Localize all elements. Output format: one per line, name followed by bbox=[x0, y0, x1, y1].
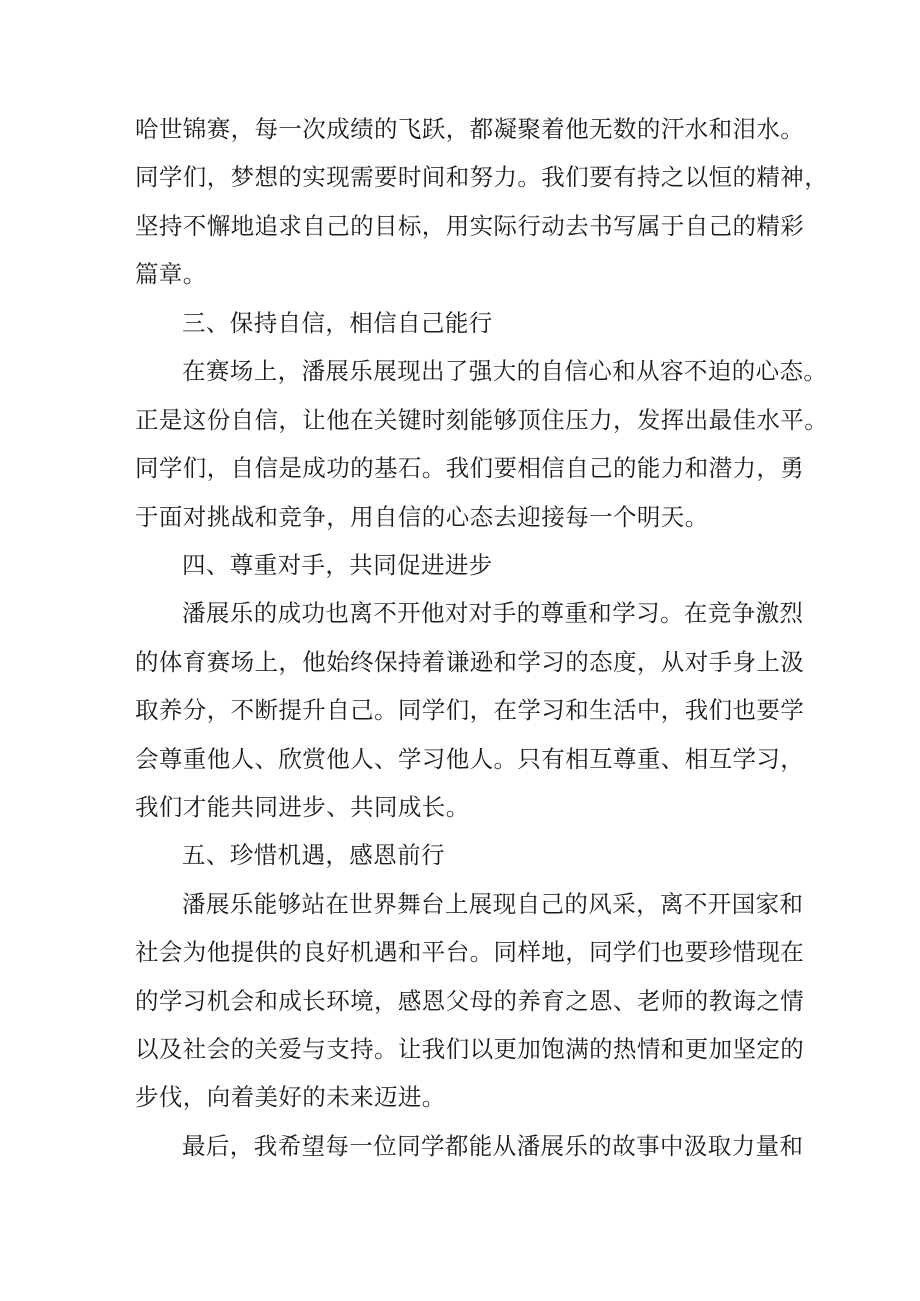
section-heading: 四、尊重对手，共同促进进步 bbox=[182, 551, 493, 579]
paragraph-line: 正是这份自信，让他在关键时刻能够顶住压力，发挥出最佳水平。 bbox=[135, 406, 829, 434]
paragraph-line: 以及社会的关爱与支持。让我们以更加饱满的热情和更加坚定的 bbox=[135, 1035, 805, 1063]
section-heading: 三、保持自信，相信自己能行 bbox=[182, 309, 493, 337]
paragraph-line: 同学们，自信是成功的基石。我们要相信自己的能力和潜力，勇 bbox=[135, 454, 805, 482]
paragraph-line: 的体育赛场上，他始终保持着谦逊和学习的态度，从对手身上汲 bbox=[135, 648, 805, 676]
paragraph-line: 最后，我希望每一位同学都能从潘展乐的故事中汲取力量和 bbox=[182, 1132, 804, 1160]
paragraph-line: 于面对挑战和竞争，用自信的心态去迎接每一个明天。 bbox=[135, 503, 709, 531]
paragraph-line: 篇章。 bbox=[135, 260, 207, 288]
paragraph-line: 潘展乐的成功也离不开他对对手的尊重和学习。在竞争激烈 bbox=[182, 599, 804, 627]
paragraph-line: 社会为他提供的良好机遇和平台。同样地，同学们也要珍惜现在 bbox=[135, 938, 805, 966]
paragraph-line: 同学们，梦想的实现需要时间和努力。我们要有持之以恒的精神， bbox=[135, 163, 829, 191]
paragraph-line: 潘展乐能够站在世界舞台上展现自己的风采，离不开国家和 bbox=[182, 890, 804, 918]
paragraph-line: 哈世锦赛，每一次成绩的飞跃，都凝聚着他无数的汗水和泪水。 bbox=[135, 115, 805, 143]
paragraph-line: 的学习机会和成长环境，感恩父母的养育之恩、老师的教诲之情 bbox=[135, 987, 805, 1015]
paragraph-line: 会尊重他人、欣赏他人、学习他人。只有相互尊重、相互学习， bbox=[135, 745, 805, 773]
paragraph-line: 步伐，向着美好的未来迈进。 bbox=[135, 1083, 446, 1111]
paragraph-line: 坚持不懈地追求自己的目标，用实际行动去书写属于自己的精彩 bbox=[135, 212, 805, 240]
paragraph-line: 取养分，不断提升自己。同学们，在学习和生活中，我们也要学 bbox=[135, 696, 805, 724]
paragraph-line: 在赛场上，潘展乐展现出了强大的自信心和从容不迫的心态。 bbox=[182, 357, 828, 385]
section-heading: 五、珍惜机遇，感恩前行 bbox=[182, 841, 445, 869]
paragraph-line: 我们才能共同进步、共同成长。 bbox=[135, 793, 470, 821]
